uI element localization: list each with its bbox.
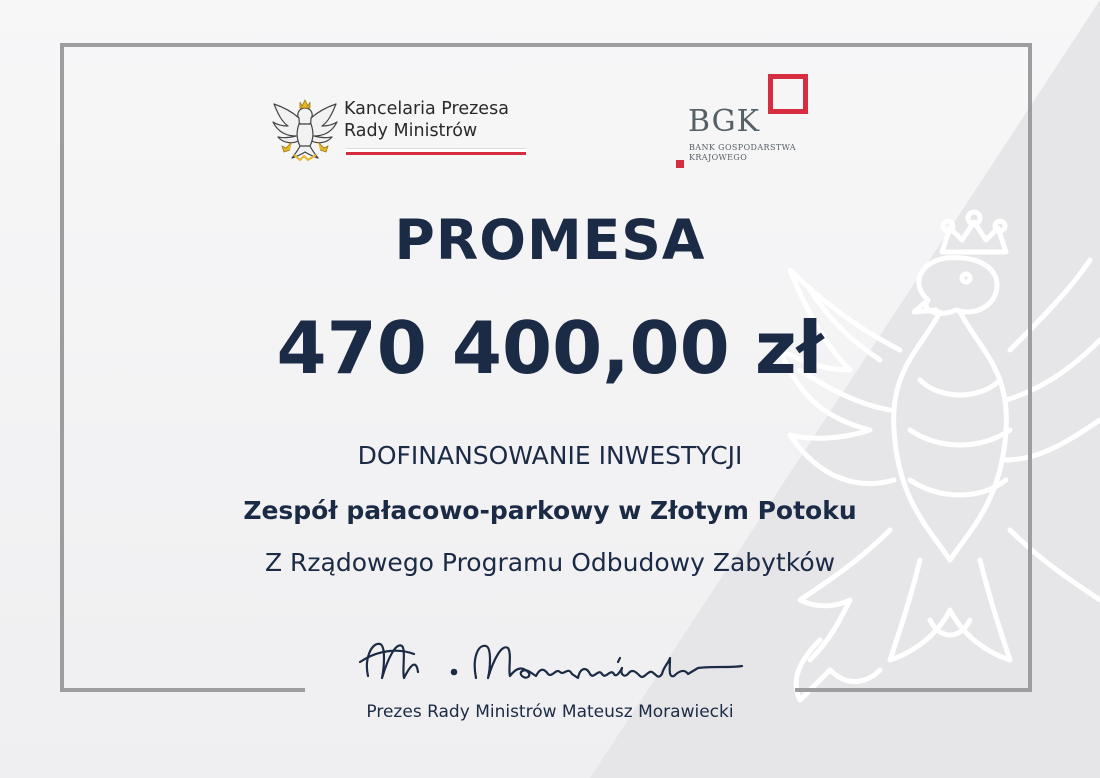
project-name: Zespół pałacowo-parkowy w Złotym Potoku bbox=[243, 496, 857, 525]
program-name: Z Rządowego Programu Odbudowy Zabytków bbox=[264, 548, 836, 577]
bgk-dot-icon bbox=[676, 160, 684, 168]
bgk-square-icon bbox=[768, 74, 808, 114]
bgk-letters: BGK bbox=[688, 104, 760, 139]
kprm-logo-text bbox=[344, 98, 509, 142]
bgk-logo bbox=[672, 72, 822, 172]
handwritten-signature bbox=[358, 628, 748, 698]
bgk-line-1: BANK GOSPODARSTWA bbox=[689, 143, 796, 152]
purpose-label: DOFINANSOWANIE INWESTYCJI bbox=[357, 441, 743, 470]
document-title: PROMESA bbox=[394, 208, 706, 272]
frame-top bbox=[60, 43, 1032, 47]
kprm-line-1: Kancelaria Prezesa bbox=[344, 99, 509, 119]
frame-bottom-left bbox=[60, 688, 305, 692]
promise-amount: 470 400,00 zł bbox=[276, 306, 824, 390]
kprm-flag-red-bar bbox=[346, 152, 526, 155]
frame-bottom-right bbox=[795, 688, 1032, 692]
kprm-logo bbox=[272, 92, 532, 164]
kprm-line-2: Rady Ministrów bbox=[344, 121, 478, 141]
polish-eagle-emblem-icon bbox=[272, 92, 338, 162]
bgk-line-2: KRAJOWEGO bbox=[689, 153, 748, 162]
signer-name: Prezes Rady Ministrów Mateusz Morawiecki bbox=[366, 702, 734, 722]
